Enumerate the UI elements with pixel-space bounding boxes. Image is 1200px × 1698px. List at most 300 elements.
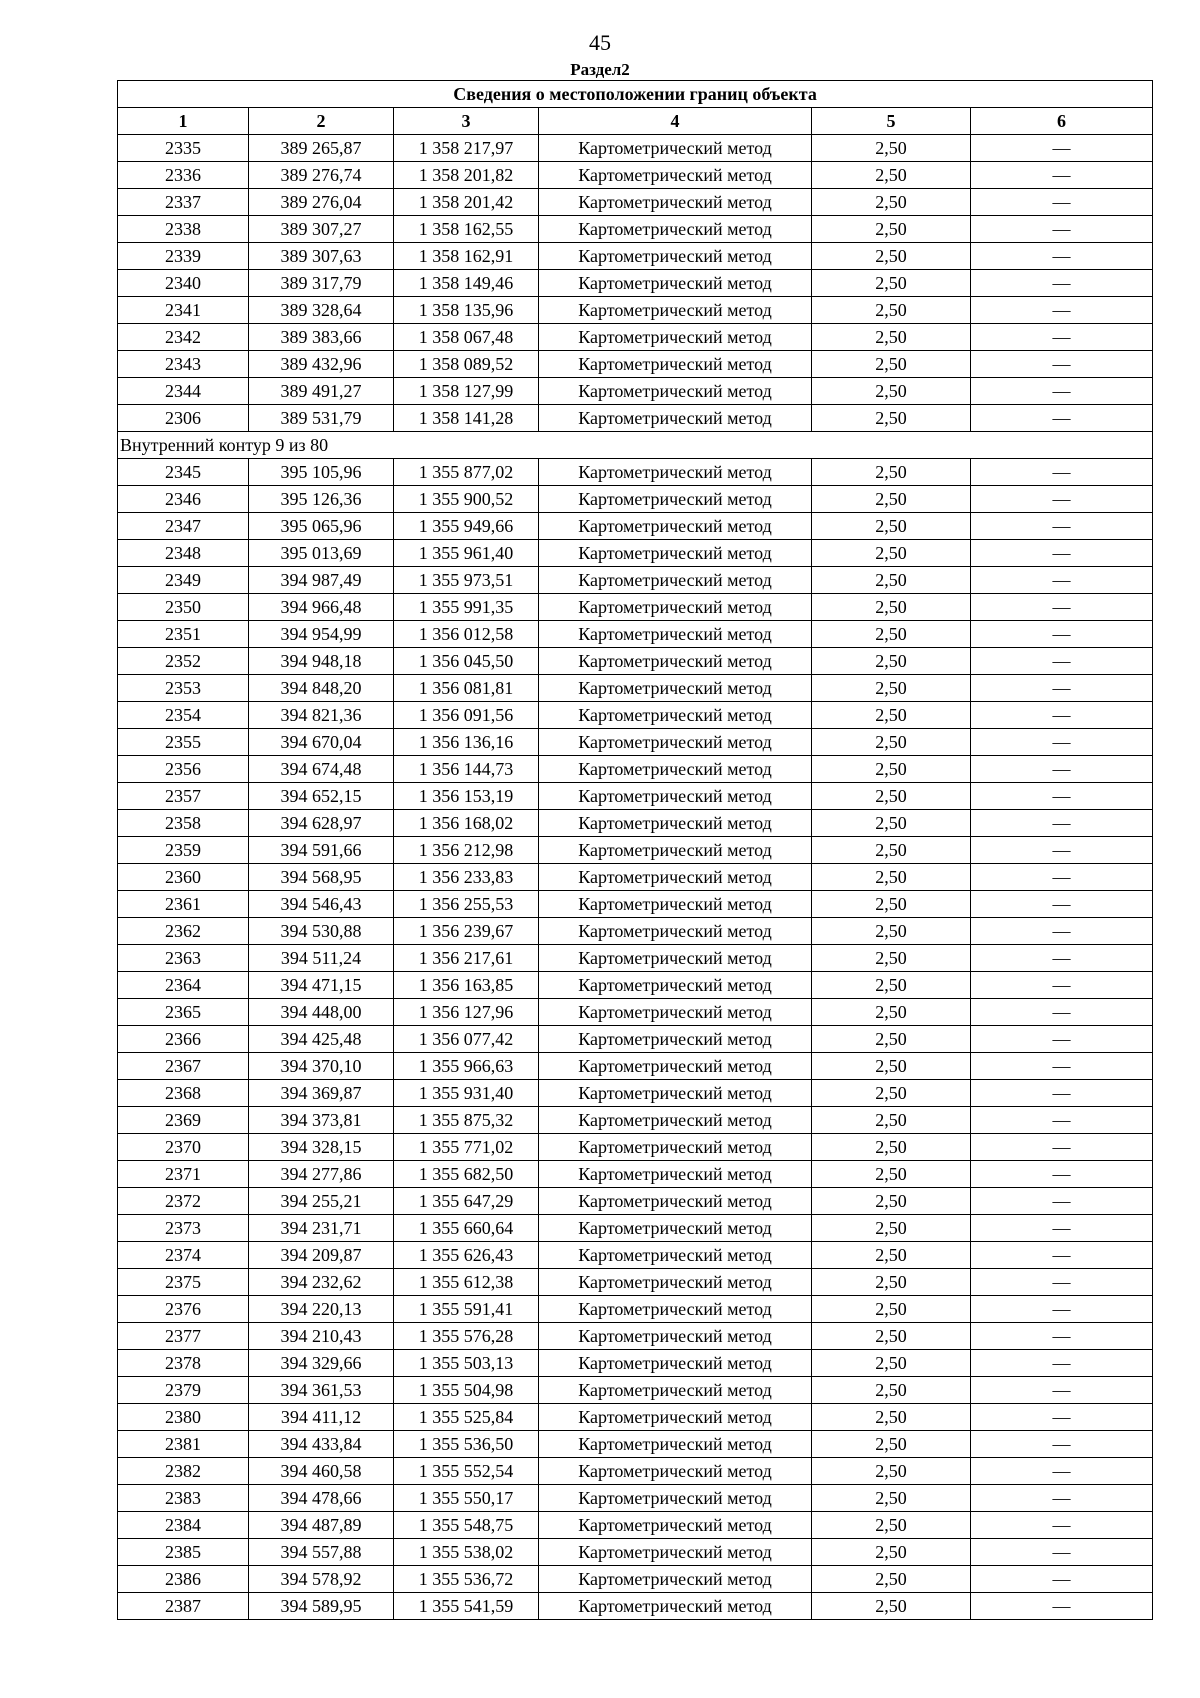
table-row [118,594,1153,621]
description-cell: — [971,1080,1153,1107]
point-number-cell: 2371 [118,1161,249,1188]
point-number-cell: 2385 [118,1539,249,1566]
method-cell: Картометрический метод [539,702,812,729]
table-row [118,891,1153,918]
point-number-cell: 2348 [118,540,249,567]
x-coordinate-cell: 389 491,27 [249,378,394,405]
x-coordinate-cell: 394 210,43 [249,1323,394,1350]
description-cell: — [971,702,1153,729]
x-coordinate-cell: 394 670,04 [249,729,394,756]
y-coordinate-cell: 1 355 550,17 [394,1485,539,1512]
method-cell: Картометрический метод [539,1080,812,1107]
x-coordinate-cell: 395 126,36 [249,486,394,513]
x-coordinate-cell: 394 448,00 [249,999,394,1026]
y-coordinate-cell: 1 355 966,63 [394,1053,539,1080]
description-cell: — [971,1485,1153,1512]
description-cell: — [971,351,1153,378]
point-number-cell: 2384 [118,1512,249,1539]
table-row [118,756,1153,783]
method-cell: Картометрический метод [539,1593,812,1620]
contour-header-row [118,432,1153,459]
point-number-cell: 2387 [118,1593,249,1620]
method-cell: Картометрический метод [539,1053,812,1080]
table-row [118,1485,1153,1512]
method-cell: Картометрический метод [539,1323,812,1350]
method-cell: Картометрический метод [539,540,812,567]
accuracy-cell: 2,50 [812,135,971,162]
table-row [118,351,1153,378]
y-coordinate-cell: 1 355 548,75 [394,1512,539,1539]
x-coordinate-cell: 394 546,43 [249,891,394,918]
description-cell: — [971,1107,1153,1134]
description-cell: — [971,1053,1153,1080]
accuracy-cell: 2,50 [812,324,971,351]
description-cell: — [971,513,1153,540]
point-number-cell: 2338 [118,216,249,243]
x-coordinate-cell: 394 220,13 [249,1296,394,1323]
method-cell: Картометрический метод [539,1296,812,1323]
y-coordinate-cell: 1 358 217,97 [394,135,539,162]
x-coordinate-cell: 389 307,63 [249,243,394,270]
table-row [118,1080,1153,1107]
contour-label: Внутренний контур 9 из 80 [118,432,1153,459]
x-coordinate-cell: 394 948,18 [249,648,394,675]
description-cell: — [971,1512,1153,1539]
method-cell: Картометрический метод [539,1242,812,1269]
accuracy-cell: 2,50 [812,1566,971,1593]
accuracy-cell: 2,50 [812,351,971,378]
table-row [118,1431,1153,1458]
table-row [118,459,1153,486]
x-coordinate-cell: 394 328,15 [249,1134,394,1161]
table-body [118,135,1153,1620]
description-cell: — [971,378,1153,405]
y-coordinate-cell: 1 355 591,41 [394,1296,539,1323]
y-coordinate-cell: 1 356 153,19 [394,783,539,810]
x-coordinate-cell: 394 433,84 [249,1431,394,1458]
description-cell: — [971,1458,1153,1485]
x-coordinate-cell: 395 105,96 [249,459,394,486]
description-cell: — [971,1134,1153,1161]
y-coordinate-cell: 1 356 127,96 [394,999,539,1026]
point-number-cell: 2363 [118,945,249,972]
accuracy-cell: 2,50 [812,189,971,216]
table-row [118,702,1153,729]
method-cell: Картометрический метод [539,999,812,1026]
accuracy-cell: 2,50 [812,1215,971,1242]
x-coordinate-cell: 394 674,48 [249,756,394,783]
table-row [118,540,1153,567]
accuracy-cell: 2,50 [812,1485,971,1512]
accuracy-cell: 2,50 [812,999,971,1026]
point-number-cell: 2366 [118,1026,249,1053]
point-number-cell: 2343 [118,351,249,378]
method-cell: Картометрический метод [539,1377,812,1404]
table-row [118,216,1153,243]
table-row [118,1458,1153,1485]
x-coordinate-cell: 394 369,87 [249,1080,394,1107]
method-cell: Картометрический метод [539,459,812,486]
description-cell: — [971,189,1153,216]
description-cell: — [971,1026,1153,1053]
table-row [118,1188,1153,1215]
x-coordinate-cell: 394 460,58 [249,1458,394,1485]
description-cell: — [971,1161,1153,1188]
y-coordinate-cell: 1 356 168,02 [394,810,539,837]
x-coordinate-cell: 394 373,81 [249,1107,394,1134]
x-coordinate-cell: 394 277,86 [249,1161,394,1188]
y-coordinate-cell: 1 355 536,50 [394,1431,539,1458]
table-row [118,675,1153,702]
description-cell: — [971,540,1153,567]
table-row [118,999,1153,1026]
y-coordinate-cell: 1 358 127,99 [394,378,539,405]
description-cell: — [971,999,1153,1026]
y-coordinate-cell: 1 355 973,51 [394,567,539,594]
accuracy-cell: 2,50 [812,756,971,783]
y-coordinate-cell: 1 358 135,96 [394,297,539,324]
x-coordinate-cell: 389 317,79 [249,270,394,297]
x-coordinate-cell: 394 530,88 [249,918,394,945]
y-coordinate-cell: 1 355 991,35 [394,594,539,621]
point-number-cell: 2369 [118,1107,249,1134]
x-coordinate-cell: 394 557,88 [249,1539,394,1566]
accuracy-cell: 2,50 [812,1161,971,1188]
method-cell: Картометрический метод [539,972,812,999]
y-coordinate-cell: 1 356 045,50 [394,648,539,675]
point-number-cell: 2364 [118,972,249,999]
table-row [118,135,1153,162]
accuracy-cell: 2,50 [812,1512,971,1539]
x-coordinate-cell: 395 013,69 [249,540,394,567]
accuracy-cell: 2,50 [812,162,971,189]
method-cell: Картометрический метод [539,486,812,513]
description-cell: — [971,1269,1153,1296]
point-number-cell: 2354 [118,702,249,729]
x-coordinate-cell: 394 652,15 [249,783,394,810]
accuracy-cell: 2,50 [812,405,971,432]
accuracy-cell: 2,50 [812,1269,971,1296]
point-number-cell: 2376 [118,1296,249,1323]
table-row [118,1107,1153,1134]
column-number: 3 [394,108,539,135]
y-coordinate-cell: 1 356 081,81 [394,675,539,702]
point-number-cell: 2356 [118,756,249,783]
point-number-cell: 2306 [118,405,249,432]
y-coordinate-cell: 1 358 089,52 [394,351,539,378]
x-coordinate-cell: 389 265,87 [249,135,394,162]
description-cell: — [971,1215,1153,1242]
method-cell: Картометрический метод [539,162,812,189]
method-cell: Картометрический метод [539,135,812,162]
description-cell: — [971,864,1153,891]
x-coordinate-cell: 394 966,48 [249,594,394,621]
description-cell: — [971,405,1153,432]
point-number-cell: 2383 [118,1485,249,1512]
table-row [118,837,1153,864]
x-coordinate-cell: 394 511,24 [249,945,394,972]
table-row [118,783,1153,810]
accuracy-cell: 2,50 [812,864,971,891]
y-coordinate-cell: 1 355 504,98 [394,1377,539,1404]
y-coordinate-cell: 1 356 144,73 [394,756,539,783]
x-coordinate-cell: 394 370,10 [249,1053,394,1080]
table-row [118,1323,1153,1350]
y-coordinate-cell: 1 355 552,54 [394,1458,539,1485]
x-coordinate-cell: 395 065,96 [249,513,394,540]
description-cell: — [971,972,1153,999]
description-cell: — [971,1404,1153,1431]
description-cell: — [971,1242,1153,1269]
accuracy-cell: 2,50 [812,972,971,999]
y-coordinate-cell: 1 355 949,66 [394,513,539,540]
x-coordinate-cell: 394 954,99 [249,621,394,648]
method-cell: Картометрический метод [539,810,812,837]
method-cell: Картометрический метод [539,1512,812,1539]
description-cell: — [971,1188,1153,1215]
x-coordinate-cell: 394 411,12 [249,1404,394,1431]
accuracy-cell: 2,50 [812,1323,971,1350]
y-coordinate-cell: 1 355 647,29 [394,1188,539,1215]
description-cell: — [971,297,1153,324]
x-coordinate-cell: 394 231,71 [249,1215,394,1242]
accuracy-cell: 2,50 [812,1431,971,1458]
method-cell: Картометрический метод [539,216,812,243]
description-cell: — [971,891,1153,918]
y-coordinate-cell: 1 355 660,64 [394,1215,539,1242]
table-row [118,1134,1153,1161]
x-coordinate-cell: 394 848,20 [249,675,394,702]
y-coordinate-cell: 1 358 201,82 [394,162,539,189]
point-number-cell: 2353 [118,675,249,702]
table-row [118,1512,1153,1539]
description-cell: — [971,324,1153,351]
x-coordinate-cell: 394 425,48 [249,1026,394,1053]
accuracy-cell: 2,50 [812,783,971,810]
method-cell: Картометрический метод [539,594,812,621]
method-cell: Картометрический метод [539,837,812,864]
accuracy-cell: 2,50 [812,378,971,405]
y-coordinate-cell: 1 356 239,67 [394,918,539,945]
page-number: 45 [589,30,611,55]
accuracy-cell: 2,50 [812,216,971,243]
y-coordinate-cell: 1 355 877,02 [394,459,539,486]
accuracy-cell: 2,50 [812,675,971,702]
point-number-cell: 2350 [118,594,249,621]
table-row [118,1215,1153,1242]
accuracy-cell: 2,50 [812,1458,971,1485]
description-cell: — [971,243,1153,270]
description-cell: — [971,810,1153,837]
description-cell: — [971,135,1153,162]
method-cell: Картометрический метод [539,1026,812,1053]
y-coordinate-cell: 1 356 255,53 [394,891,539,918]
table-head [118,81,1153,135]
point-number-cell: 2365 [118,999,249,1026]
method-cell: Картометрический метод [539,1107,812,1134]
point-number-cell: 2358 [118,810,249,837]
column-number: 6 [971,108,1153,135]
accuracy-cell: 2,50 [812,729,971,756]
point-number-cell: 2337 [118,189,249,216]
method-cell: Картометрический метод [539,243,812,270]
table-row [118,1161,1153,1188]
description-cell: — [971,567,1153,594]
point-number-cell: 2335 [118,135,249,162]
method-cell: Картометрический метод [539,891,812,918]
method-cell: Картометрический метод [539,513,812,540]
method-cell: Картометрический метод [539,1458,812,1485]
table-row [118,567,1153,594]
accuracy-cell: 2,50 [812,1107,971,1134]
description-cell: — [971,675,1153,702]
table-row [118,810,1153,837]
accuracy-cell: 2,50 [812,1377,971,1404]
method-cell: Картометрический метод [539,1431,812,1458]
point-number-cell: 2341 [118,297,249,324]
accuracy-cell: 2,50 [812,1350,971,1377]
point-number-cell: 2342 [118,324,249,351]
point-number-cell: 2346 [118,486,249,513]
y-coordinate-cell: 1 358 141,28 [394,405,539,432]
description-cell: — [971,270,1153,297]
y-coordinate-cell: 1 356 091,56 [394,702,539,729]
description-cell: — [971,783,1153,810]
method-cell: Картометрический метод [539,1566,812,1593]
point-number-cell: 2378 [118,1350,249,1377]
point-number-cell: 2374 [118,1242,249,1269]
table-row [118,1404,1153,1431]
accuracy-cell: 2,50 [812,648,971,675]
method-cell: Картометрический метод [539,351,812,378]
point-number-cell: 2368 [118,1080,249,1107]
accuracy-cell: 2,50 [812,837,971,864]
accuracy-cell: 2,50 [812,702,971,729]
point-number-cell: 2362 [118,918,249,945]
description-cell: — [971,1323,1153,1350]
x-coordinate-cell: 394 329,66 [249,1350,394,1377]
accuracy-cell: 2,50 [812,891,971,918]
accuracy-cell: 2,50 [812,1188,971,1215]
table-row [118,243,1153,270]
table-row [118,1296,1153,1323]
point-number-cell: 2379 [118,1377,249,1404]
accuracy-cell: 2,50 [812,459,971,486]
description-cell: — [971,945,1153,972]
accuracy-cell: 2,50 [812,1242,971,1269]
table-row [118,270,1153,297]
y-coordinate-cell: 1 355 961,40 [394,540,539,567]
y-coordinate-cell: 1 356 012,58 [394,621,539,648]
y-coordinate-cell: 1 355 875,32 [394,1107,539,1134]
y-coordinate-cell: 1 355 536,72 [394,1566,539,1593]
y-coordinate-cell: 1 358 149,46 [394,270,539,297]
y-coordinate-cell: 1 356 212,98 [394,837,539,864]
description-cell: — [971,729,1153,756]
point-number-cell: 2375 [118,1269,249,1296]
description-cell: — [971,1296,1153,1323]
table-row [118,1593,1153,1620]
y-coordinate-cell: 1 355 576,28 [394,1323,539,1350]
column-number-row [118,108,1153,135]
description-cell: — [971,756,1153,783]
accuracy-cell: 2,50 [812,513,971,540]
x-coordinate-cell: 389 276,04 [249,189,394,216]
table-row [118,1566,1153,1593]
y-coordinate-cell: 1 358 162,91 [394,243,539,270]
method-cell: Картометрический метод [539,1134,812,1161]
point-number-cell: 2360 [118,864,249,891]
description-cell: — [971,162,1153,189]
y-coordinate-cell: 1 355 612,38 [394,1269,539,1296]
x-coordinate-cell: 394 591,66 [249,837,394,864]
table-row [118,405,1153,432]
description-cell: — [971,918,1153,945]
method-cell: Картометрический метод [539,648,812,675]
accuracy-cell: 2,50 [812,1593,971,1620]
point-number-cell: 2352 [118,648,249,675]
point-number-cell: 2349 [118,567,249,594]
method-cell: Картометрический метод [539,1485,812,1512]
table-row [118,1026,1153,1053]
point-number-cell: 2339 [118,243,249,270]
description-cell: — [971,1377,1153,1404]
x-coordinate-cell: 394 821,36 [249,702,394,729]
point-number-cell: 2367 [118,1053,249,1080]
x-coordinate-cell: 389 531,79 [249,405,394,432]
point-number-cell: 2382 [118,1458,249,1485]
y-coordinate-cell: 1 355 503,13 [394,1350,539,1377]
point-number-cell: 2377 [118,1323,249,1350]
table-row [118,1350,1153,1377]
accuracy-cell: 2,50 [812,621,971,648]
x-coordinate-cell: 389 432,96 [249,351,394,378]
method-cell: Картометрический метод [539,621,812,648]
y-coordinate-cell: 1 355 538,02 [394,1539,539,1566]
x-coordinate-cell: 394 478,66 [249,1485,394,1512]
description-cell: — [971,594,1153,621]
x-coordinate-cell: 394 589,95 [249,1593,394,1620]
x-coordinate-cell: 394 628,97 [249,810,394,837]
x-coordinate-cell: 389 383,66 [249,324,394,351]
point-number-cell: 2381 [118,1431,249,1458]
accuracy-cell: 2,50 [812,1134,971,1161]
description-cell: — [971,621,1153,648]
column-number: 4 [539,108,812,135]
y-coordinate-cell: 1 358 162,55 [394,216,539,243]
point-number-cell: 2361 [118,891,249,918]
method-cell: Картометрический метод [539,189,812,216]
method-cell: Картометрический метод [539,1404,812,1431]
accuracy-cell: 2,50 [812,1026,971,1053]
y-coordinate-cell: 1 358 201,42 [394,189,539,216]
y-coordinate-cell: 1 355 541,59 [394,1593,539,1620]
table-row [118,1242,1153,1269]
method-cell: Картометрический метод [539,324,812,351]
point-number-cell: 2386 [118,1566,249,1593]
accuracy-cell: 2,50 [812,1404,971,1431]
description-cell: — [971,648,1153,675]
table-row [118,378,1153,405]
table-row [118,162,1153,189]
column-number: 5 [812,108,971,135]
x-coordinate-cell: 394 578,92 [249,1566,394,1593]
point-number-cell: 2357 [118,783,249,810]
accuracy-cell: 2,50 [812,594,971,621]
x-coordinate-cell: 394 568,95 [249,864,394,891]
description-cell: — [971,837,1153,864]
y-coordinate-cell: 1 356 163,85 [394,972,539,999]
